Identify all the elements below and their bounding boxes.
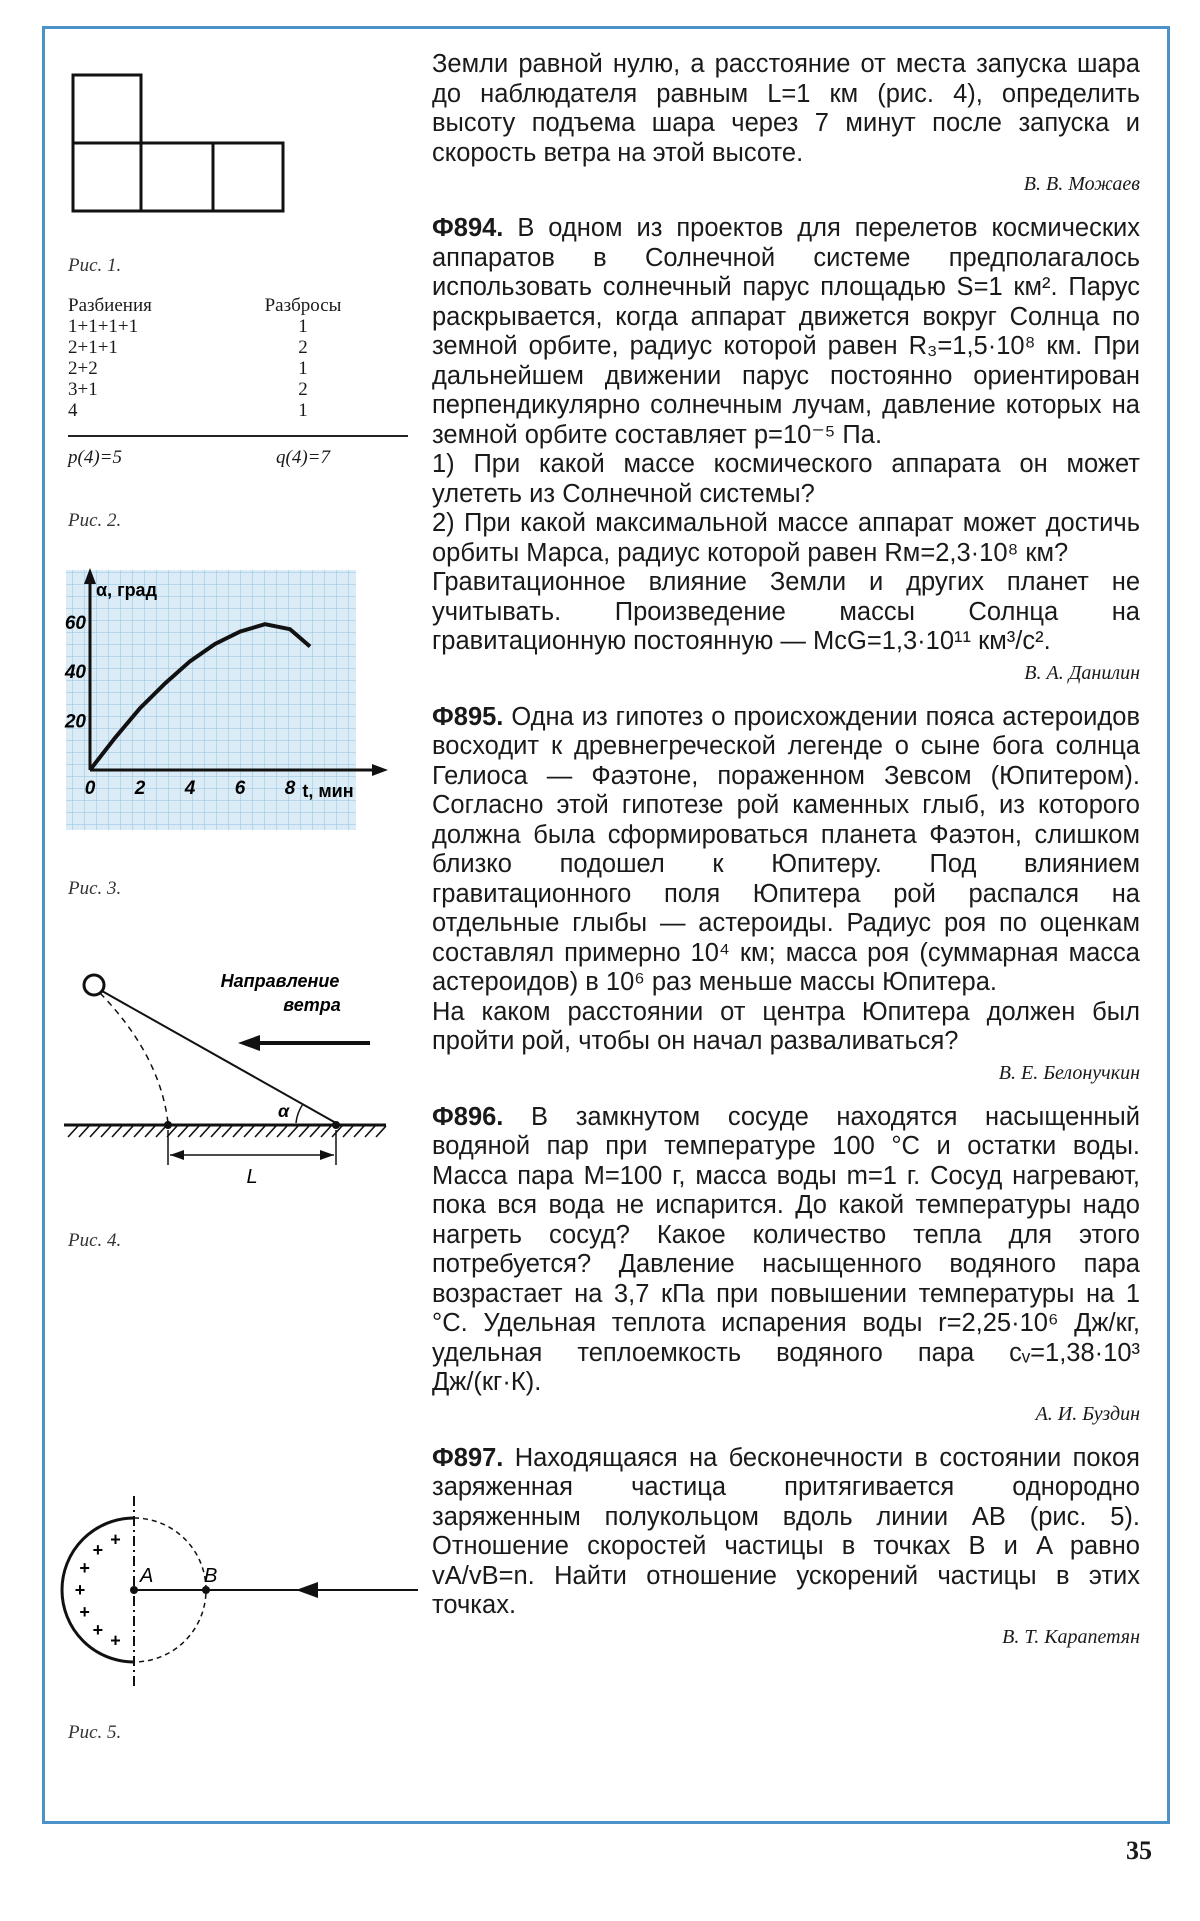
fig3-x-axis-arrow	[372, 764, 388, 776]
problem-text: В замкнутом сосуде находятся насыщенный водяной пар при температуре 100 °С и остатки воды. Масса пара M=100 г, масса воды m=1 г. Сосуд нагревают, пока вся вода не испарится. До какой температуры надо нагреть сосуд? Какое количество тепла для этого потребуется? Давление насыщенного водяного пара возрастает на 3,7 кПа при повышении температуры на 1 °С. Удельная теплота испарения воды r=2,25·10⁶ Дж/кг, удельная теплоемкость водяного пара cᵥ=1,38·10³ Дж/(кг·К).	[432, 1102, 1140, 1396]
table-row: 3+1 2	[68, 379, 308, 400]
point-b	[202, 1586, 210, 1594]
fig3-y-tick-label: 40	[64, 662, 86, 684]
problem-author: А. И. Буздин	[1035, 1402, 1140, 1425]
problem-text: 1) При какой массе космического аппарата он может улететь из Солнечной системы?	[432, 450, 1140, 508]
plus-charge-icon: +	[110, 1529, 121, 1550]
problem-author: В. А. Данилин	[1024, 661, 1140, 684]
fig3-ylabel: α, град	[96, 580, 157, 600]
point-b-label: B	[204, 1565, 218, 1587]
launch-point	[164, 1121, 172, 1129]
problem-f895	[432, 703, 1140, 1087]
point-a	[130, 1586, 138, 1594]
charge-signs	[75, 1529, 121, 1650]
intro-text: Земли равной нулю, а расстояние от места запуска шара до наблюдателя равным L=1 км (рис. 4), определить высоту подъема шара через 7 минут после запуска и скорость ветра на этой высоте.	[432, 50, 1140, 167]
fig2-divider	[68, 435, 408, 437]
problem-text: Находящаяся на бесконечности в состоянии покоя заряженная частица притягивается однородно заряженным полукольцом вдоль линии AB (рис. 5). Отношение скоростей частицы в точках B и A равно vA/vB=n. Найти отношение ускорений частицы в этих точках.	[432, 1443, 1140, 1619]
fig1-polyomino	[65, 70, 285, 240]
fig3-x-tick-label: 2	[134, 778, 146, 799]
fig3-chart	[60, 560, 400, 860]
fig3-x-tick-label: 4	[184, 778, 196, 799]
balloon-icon	[84, 975, 104, 995]
fig4-balloon-diagram	[60, 955, 400, 1195]
intro-paragraph-block	[432, 50, 1140, 198]
fig4-caption: Рис. 4.	[68, 1230, 122, 1251]
plus-charge-icon: +	[79, 1601, 90, 1622]
fig3-y-tick-label: 20	[64, 711, 86, 733]
fig2-header-partitions: Разбиения	[68, 295, 152, 316]
problem-f894	[432, 214, 1140, 687]
plus-charge-icon: +	[74, 1580, 86, 1600]
fig3-x-tick-label: 0	[84, 778, 96, 799]
fig2-header-spreads: Разбросы	[264, 295, 342, 316]
problem-text: Одна из гипотез о происхождении пояса астероидов восходит к древнегреческой легенде о сыне бога солнца Гелиоса — Фаэтоне, пораженном Зевсом (Юпитером). Согласно этой гипотезе рой каменных глыб, из которого должна была сформироваться планета Фаэтон, слишком близко подошел к Юпитеру. Под влиянием гравитационного поля Юпитера рой распался на отдельные глыбы — астероиды. Радиус роя по оценкам составлял примерно 10⁴ км; масса роя (суммарная масса астероидов) в 10⁶ раз меньше массы Юпитера.	[432, 702, 1140, 996]
problem-f896	[432, 1103, 1140, 1428]
table-row: 1+1+1+1 1	[68, 316, 308, 337]
plus-charge-icon: +	[92, 1539, 104, 1560]
problem-text: На каком расстоянии от центра Юпитера должен был пройти рой, чтобы он начал разваливаться?	[432, 997, 1140, 1055]
fig3-x-tick-label: 8	[284, 778, 296, 799]
problem-text: 2) При какой максимальной массе аппарат может достичь орбиты Марса, радиус которой равен Rм=2,3·10⁸ км?	[432, 509, 1140, 567]
observer-point	[332, 1121, 340, 1129]
fig5-half-ring-diagram	[60, 1490, 420, 1690]
problem-text: В одном из проектов для перелетов космических аппаратов в Солнечной системе предполагалось использовать солнечный парус площадью S=1 км². Парус раскрывается, когда аппарат движется вокруг Солнца по земной орбите, радиус которой равен R₃=1,5·10⁸ км. При дальнейшем движении парус постоянно ориентирован перпендикулярно солнечным лучам, давление которых на земной орбите составляет p=10⁻⁵ Па.	[432, 214, 1140, 449]
fig2-p-value: p(4)=5	[68, 447, 122, 468]
fig2-q-value: q(4)=7	[276, 447, 330, 468]
wind-arrow-icon	[238, 1035, 370, 1051]
problem-author: В. Е. Белонучкин	[998, 1061, 1140, 1084]
problem-f897	[432, 1444, 1140, 1651]
fig1-caption: Рис. 1.	[68, 255, 122, 276]
intro-author: В. В. Можаев	[1023, 173, 1140, 195]
fig3-caption: Рис. 3.	[68, 878, 122, 899]
balloon-trajectory	[100, 993, 168, 1123]
table-row: 4 1	[68, 400, 308, 421]
problem-number: Ф897.	[432, 1443, 504, 1472]
particle-direction-arrow-icon	[296, 1582, 318, 1598]
fig4-wind-label-2: ветра	[283, 995, 341, 1015]
problems-column	[432, 50, 1140, 1667]
alpha-arc	[296, 1104, 303, 1123]
table-row: 2+1+1 2	[68, 337, 308, 358]
fig4-alpha-label: α	[278, 1101, 290, 1121]
problem-number: Ф894.	[432, 214, 504, 242]
fig4-wind-label-1: Направление	[220, 971, 340, 991]
point-a-label: A	[140, 1565, 154, 1587]
plus-charge-icon: +	[92, 1620, 104, 1641]
fig3-xlabel: t, мин	[302, 781, 354, 801]
problem-number: Ф896.	[432, 1102, 504, 1131]
fig5-caption: Рис. 5.	[68, 1722, 122, 1743]
fig2-caption: Рис. 2.	[68, 510, 122, 531]
distance-dimension	[170, 1150, 334, 1160]
fig2-partition-table	[68, 295, 358, 468]
problem-number: Ф895.	[432, 702, 504, 731]
fig3-x-tick-label: 6	[234, 778, 246, 799]
fig4-distance-label: L	[246, 1166, 258, 1188]
plus-charge-icon: +	[79, 1558, 90, 1579]
problem-text: Гравитационное влияние Земли и других планет не учитывать. Произведение массы Солнца на гравитационную постоянную — McG=1,3·10¹¹ км³/с².	[432, 568, 1140, 655]
plus-charge-icon: +	[110, 1630, 121, 1651]
problem-author: В. Т. Карапетян	[1002, 1625, 1140, 1648]
table-row: 2+2 1	[68, 358, 308, 379]
fig3-y-tick-label: 60	[64, 612, 86, 634]
page-number: 35	[1126, 1836, 1152, 1865]
